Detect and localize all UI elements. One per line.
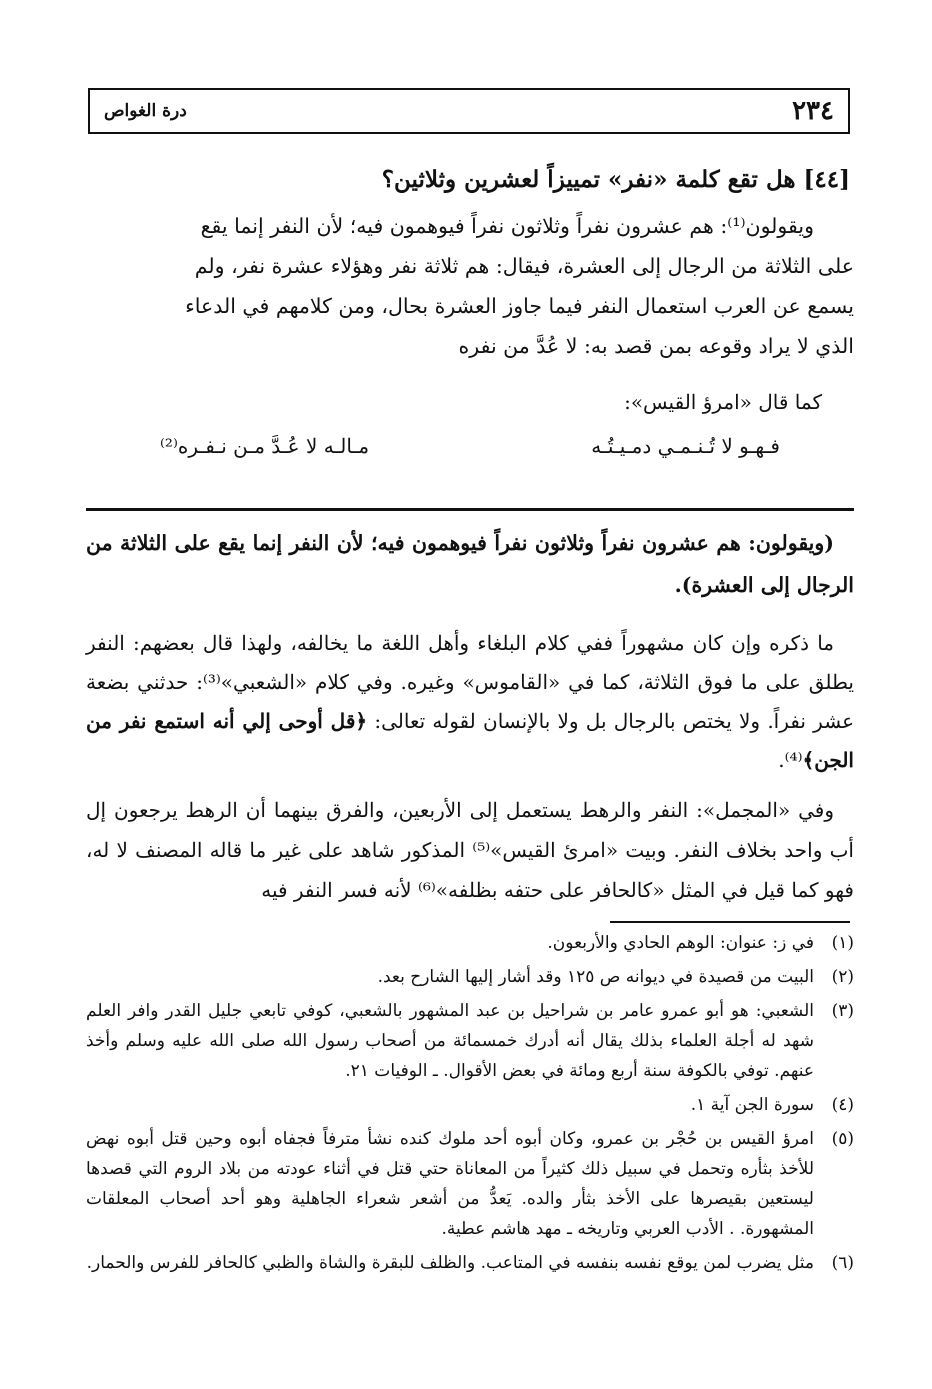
matn-line: الذي لا يراد وقوعه بمن قصد به: لا عُدَّ من نفره: [458, 334, 854, 358]
verse-first-hemistich: فـهـو لا تُـنـمـي دمـيـتُـه: [591, 434, 780, 458]
footnote: [86, 928, 854, 958]
commentary-body: ما ذكره وإن كان مشهوراً ففي كلام البلغاء وأهل اللغة ما يخالفه، ولهذا قال بعضهم: النفر يطلق على ما فوق الثلاثة، كما في «القاموس» وغيره. وفي كلام «الشعبي»⁽³⁾: حدثني بضعة عشر نفراً. ولا يختص بالرجال بل ولا بالإنسان لقوله تعالى:: [86, 631, 854, 733]
footnote-text: البيت من قصيدة في ديوانه ص ١٢٥ وقد أشار إليها الشارح بعد.: [377, 967, 814, 987]
footnote-number: (٢): [831, 967, 854, 987]
matn-paragraph: [86, 206, 854, 366]
footnote-divider: [610, 921, 850, 923]
footnote-number: (٤): [831, 1095, 854, 1115]
commentary-paragraph-2: [86, 790, 854, 910]
verse-intro: كما قال «امرؤ القيس»:: [624, 390, 822, 414]
footnote-number: (١): [831, 933, 854, 953]
matn-line: ويقولون⁽¹⁾: هم عشرون نفراً وثلاثون نفراً فيوهمون فيه؛ لأن النفر إنما يقع: [200, 214, 814, 238]
matn-line: يسمع عن العرب استعمال النفر فيما جاوز العشرة بحال، ومن كلامهم في الدعاء: [185, 294, 854, 318]
quoted-matn: (ويقولون: هم عشرون نفراً وثلاثون نفراً فيوهمون فيه؛ لأن النفر إنما يقع على الثلاثة من الرجال إلى العشرة).: [86, 531, 854, 597]
footnote: [86, 996, 854, 1086]
footnote-number: (٣): [831, 1001, 854, 1021]
section-divider: [86, 508, 854, 511]
poetry-verse: [160, 434, 780, 474]
footnote-marker: ⁽⁴⁾.: [778, 748, 803, 772]
footnote-text: امرؤ القيس بن حُجْر بن عمرو، وكان أبوه أحد ملوك كنده نشأ مترفاً فجفاه أبوه وحين قتل أبوه نهض للأخذ بثأره وتحمل في سبيل ذلك كثيراً من المعاناة حتي قتل في أثناء عودته من بلاد الروم التي قصدها ليستعين بقيصرها على الأخذ بثأر والده. يَعدُّ من أشعر شعراء الجاهلية وهو أحد أصحاب المعلقات المشهورة. . الأدب العربي وتاريخه ـ مهد هاشم عطية.: [86, 1129, 814, 1239]
footnote: [86, 962, 854, 992]
footnote-text: مثل يضرب لمن يوقع نفسه بنفسه في المتاعب. والظلف للبقرة والشاة والظبي كالحافر للفرس والحمار.: [86, 1253, 814, 1273]
footnote-number: (٦): [831, 1253, 854, 1273]
page-number: ٢٣٤: [792, 96, 834, 126]
footnote-text: الشعبي: هو أبو عمرو عامر بن شراحيل بن عبد المشهور بالشعبي، كوفي تابعي جليل القدر وافر العلم شهد له أجلة العلماء بذلك يقال أنه أدرك خمسمائة من أصحاب رسول الله صلى الله عليه وسلم وأخذ عنهم. توفي بالكوفة سنة أربع ومائة في بعض الأقوال. ـ الوفيات ٢١.: [86, 1001, 814, 1081]
quran-verse: ﴿قل أوحى إلي أنه استمع نفر من الجن﴾: [86, 709, 854, 772]
footnote: [86, 1248, 854, 1278]
page-header: [88, 88, 850, 134]
footnote: [86, 1090, 854, 1120]
footnotes: [86, 928, 854, 1282]
matn-line: على الثلاثة من الرجال إلى العشرة، فيقال: هم ثلاثة نفر وهؤلاء عشرة نفر، ولم: [194, 254, 854, 278]
running-title: درة الغواص: [104, 101, 187, 121]
commentary-text-2: وفي «المجمل»: النفر والرهط يستعمل إلى الأربعين، والفرق بينهما أن الرهط يرجعون إل أب واحد بخلاف النفر. وبيت «امرئ القيس»⁽⁵⁾ المذكور شاهد على غير ما قاله المصنف لا له، فهو كما قيل في المثل «كالحافر على حتفه بظلفه»⁽⁶⁾ لأنه فسر النفر فيه: [86, 798, 854, 902]
footnote-number: (٥): [831, 1129, 854, 1149]
commentary-text: [86, 624, 854, 780]
verse-second-hemistich: مـالـه لا عُـدَّ مـن نـفـره⁽²⁾: [160, 434, 370, 458]
footnote: [86, 1124, 854, 1244]
footnote-text: في ز: عنوان: الوهم الحادي والأربعون.: [547, 933, 814, 953]
commentary-paragraph: [86, 624, 854, 780]
commentary-quote: [86, 522, 854, 606]
section-heading: [٤٤] هل تقع كلمة «نفر» تمييزاً لعشرين وثلاثين؟: [381, 166, 850, 193]
footnote-text: سورة الجن آية ١.: [690, 1095, 814, 1115]
